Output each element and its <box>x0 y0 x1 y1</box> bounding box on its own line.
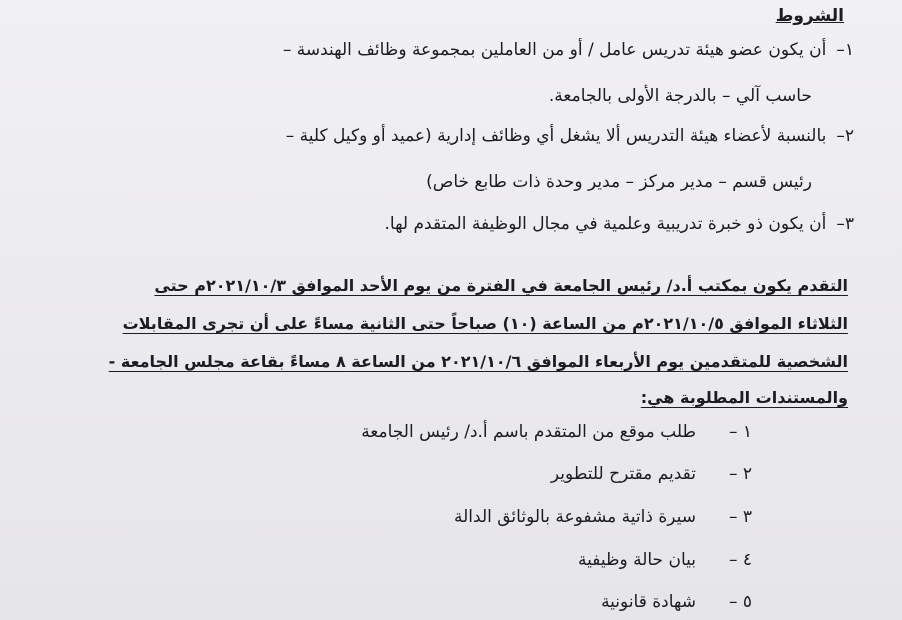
application-line-3: الشخصية للمتقدمين يوم الأربعاء الموافق ٢٠٢١/١٠/٦ من الساعة ٨ مساءً بقاعة مجلس الجامعة - <box>108 352 848 371</box>
condition-1-line-1 <box>283 38 854 62</box>
condition-3-line-1 <box>385 212 854 236</box>
condition-3-number: ٣– <box>836 214 854 234</box>
document-item-4-text: بيان حالة وظيفية <box>577 550 696 570</box>
application-line-2: الثلاثاء الموافق ٢٠٢١/١٠/٥م من الساعة (١٠) صباحاً حتى الثانية مساءً على أن تجرى المقابلات <box>122 314 848 333</box>
document-item-1-text: طلب موقع من المتقدم باسم أ.د/ رئيس الجامعة <box>361 422 696 442</box>
document-item-5-number: ٥ – <box>728 592 752 612</box>
document-item-5 <box>601 590 752 614</box>
condition-1-text: أن يكون عضو هيئة تدريس عامل / أو من العاملين بمجموعة وظائف الهندسة – <box>282 40 827 60</box>
document-item-3-number: ٣ – <box>728 507 752 527</box>
condition-2-line-2: رئيس قسم – مدير مركز – مدير وحدة ذات طابع خاص) <box>426 172 812 192</box>
condition-2-number: ٢– <box>836 126 854 146</box>
document-item-2 <box>551 462 752 486</box>
document-item-3 <box>454 505 752 529</box>
condition-3-text: أن يكون ذو خبرة تدريبية وعلمية في مجال الوظيفة المتقدم لها. <box>384 214 827 234</box>
document-item-2-number: ٢ – <box>728 464 752 484</box>
documents-heading: والمستندات المطلوبة هي: <box>640 388 848 407</box>
document-item-2-text: تقديم مقترح للتطوير <box>550 464 696 484</box>
document-item-1-number: ١ – <box>728 422 752 442</box>
condition-2-text: بالنسبة لأعضاء هيئة التدريس ألا يشغل أي وظائف إدارية (عميد أو وكيل كلية – <box>285 126 827 146</box>
document-item-5-text: شهادة قانونية <box>601 592 696 612</box>
document-item-1 <box>361 420 752 444</box>
application-line-1: التقدم يكون بمكتب أ.د/ رئيس الجامعة في الفترة من يوم الأحد الموافق ٢٠٢١/١٠/٣م حتى <box>154 276 848 295</box>
condition-1-line-2: حاسب آلي – بالدرجة الأولى بالجامعة. <box>548 86 812 106</box>
document-item-4-number: ٤ – <box>728 550 752 570</box>
document-item-3-text: سيرة ذاتية مشفوعة بالوثائق الدالة <box>454 507 696 527</box>
condition-2-line-1 <box>286 124 854 148</box>
document-item-4 <box>578 548 752 572</box>
condition-1-number: ١– <box>836 40 854 60</box>
conditions-heading: الشروط <box>775 6 844 26</box>
